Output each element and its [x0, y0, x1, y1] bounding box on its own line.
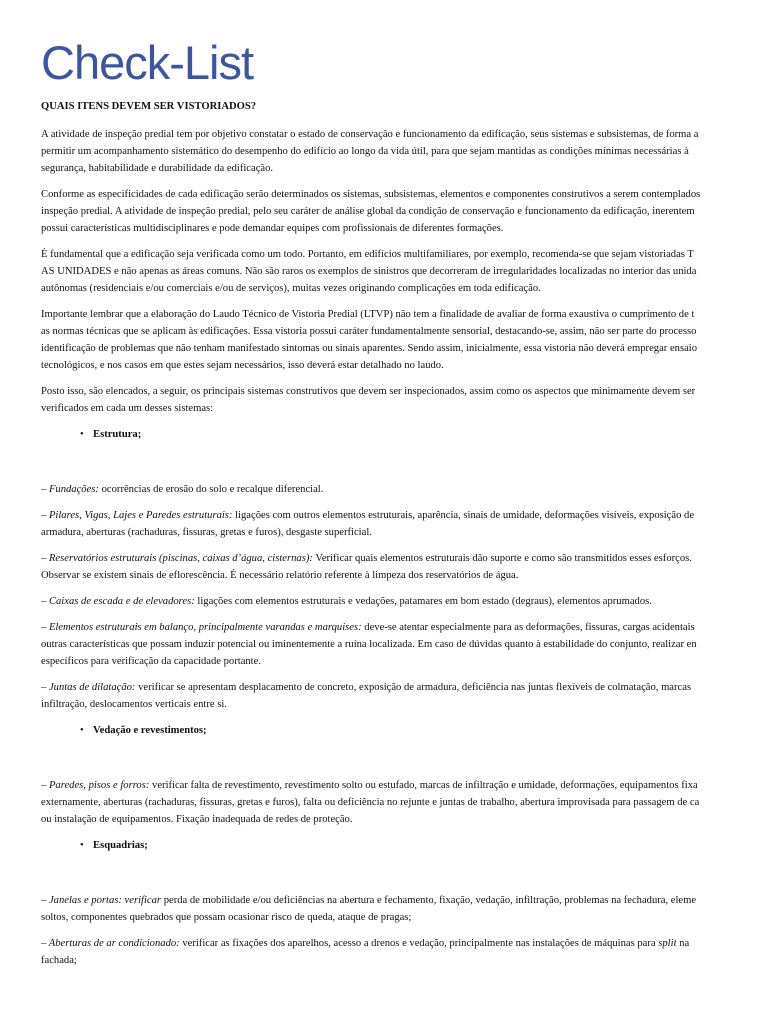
paragraph: A atividade de inspeção predial tem por objetivo constatar o estado de conservação e funcionamento da edificação, seus sistemas e subsistemas, de forma a permitir um acompanhamento sistemático do desempenho do edifício ao longo da vida útil, para que sejam mantidas as condições mínimas necessárias à segurança, habitabilidade e durabilidade da edificação.: [41, 129, 699, 174]
list-item: – Paredes, pisos e forros: verificar falta de revestimento, revestimento solto ou estufado, marcas de infiltração e umidade, deformações, equipamentos fixa externamente, aberturas (rachaduras, fissuras, gretas e furos), falta ou deficiência no rejunte e juntas de trabalho, abertura improvisada para passagem de ca ou instalação de equipamentos. Fixação inadequada de redes de proteção.: [41, 780, 700, 825]
bullet-list: [41, 722, 733, 739]
list-item: – Aberturas de ar condicionado: verificar as fixações dos aparelhos, acesso a drenos e vedação, principalmente nas instalações de máquinas para split na fachada;: [41, 938, 690, 966]
section-heading-vedacao: • Vedação e revestimentos;: [93, 722, 733, 739]
list-item: – Janelas e portas: verificar perda de mobilidade e/ou deficiências na abertura e fechamento, fixação, vedação, infiltração, problemas na fechadura, eleme soltos, componentes quebrados que possam ocasionar risco de queda, ataque de pragas;: [41, 895, 697, 923]
paragraph: Importante lembrar que a elaboração do Laudo Técnico de Vistoria Predial (LTVP) não tem a finalidade de avaliar de forma exaustiva o cumprimento de t as normas técnicas que se aplicam às edificações. Essa vistoria possui caráter fundamentalmente sensorial, destacando-se, assim, não ser parte do processo identificação de problemas que não tenham manifestado sintomas ou sinais aparentes. Sendo assim, inicialmente, essa vistoria não deverá empregar ensaio tecnológicos, e nos casos em que estes sejam necessários, isso deverá estar detalhado no laudo.: [41, 309, 698, 371]
paragraph: Conforme as especificidades de cada edificação serão determinados os sistemas, subsistemas, elementos e componentes construtivos a serem contemplados inspeção predial. A atividade de inspeção predial, pelo seu caráter de análise global da condição de conservação e funcionamento da edificação, inerentem possui características multidisciplinares e pode demandar equipes com profissionais de diferentes formações.: [41, 189, 701, 234]
list-item: – Elementos estruturais em balanço, principalmente varandas e marquises: deve-se atentar especialmente para as deformações, fissuras, cargas acidentais outras características que possam induzir potencial ou iminentemente a ruína localizada. Em caso de dúvidas quanto à estabilidade do conjunto, realizar en específicos para verificação da capacidade portante.: [41, 622, 697, 667]
list-item: – Juntas de dilatação: verificar se apresentam desplacamento de concreto, exposição de armadura, deficiência nas juntas flexíveis de colmatação, marcas infiltração, deslocamentos verticais entre si.: [41, 682, 692, 710]
section-heading-esquadrias: • Esquadrias;: [93, 837, 733, 854]
paragraph: Posto isso, são elencados, a seguir, os principais sistemas construtivos que devem ser inspecionados, assim como os aspectos que minimamente devem ser verificados em cada um desses sistemas:: [41, 386, 696, 414]
document-page: [41, 0, 733, 1024]
list-item: – Pilares, Vigas, Lajes e Paredes estruturais: ligações com outros elementos estruturais, aparência, sinais de umidade, deformações visíveis, exposição de armadura, aberturas (rachaduras, fissuras, gretas e furos), desgaste superficial.: [41, 510, 695, 538]
article-body: [41, 98, 733, 978]
page-title: Check-List: [41, 36, 254, 89]
bullet-list: [41, 426, 733, 443]
list-item: – Fundações: ocorrências de erosão do solo e recalque diferencial.: [41, 484, 324, 495]
list-item: – Caixas de escada e de elevadores: ligações com elementos estruturais e vedações, patamares em bom estado (degraus), elementos aprumados.: [41, 596, 652, 607]
paragraph: É fundamental que a edificação seja verificada como um todo. Portanto, em edifícios multifamiliares, por exemplo, recomenda-se que sejam vistoriadas T AS UNIDADES e não apenas as áreas comuns. Não são raros os exemplos de sinistros que decorreram de irregularidades localizadas no interior das unida autônomas (residenciais e/ou comerciais e/ou de serviços), muitas vezes originando complicações em toda edificação.: [41, 249, 697, 294]
section-subtitle: QUAIS ITENS DEVEM SER VISTORIADOS?: [41, 101, 257, 112]
section-heading-estrutura: • Estrutura;: [93, 426, 733, 443]
list-item: – Reservatórios estruturais (piscinas, caixas d’água, cisternas): Verificar quais elementos estruturais dão suporte e como são transmitidos esses esforços. Observar se existem sinais de eflorescência. É necessário relatório referente à limpeza dos reservatórios de água.: [41, 553, 692, 581]
bullet-list: [41, 837, 733, 854]
